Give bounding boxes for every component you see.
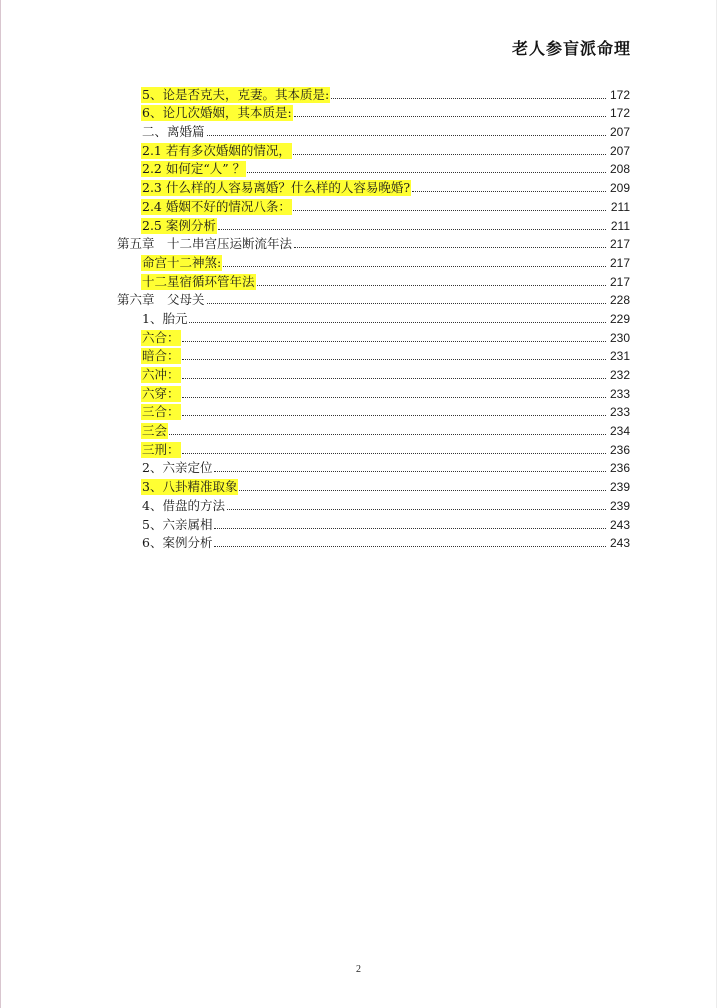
toc-entry-page-number: 236 [609, 461, 630, 476]
toc-entry-title: 6、案例分析 [142, 535, 213, 551]
toc-entry[interactable] [116, 308, 630, 327]
toc-entry[interactable] [116, 196, 630, 215]
toc-entry[interactable] [116, 514, 630, 533]
toc-entry[interactable] [116, 383, 630, 402]
toc-dot-leader [182, 397, 606, 398]
toc-entry-title: 二、离婚篇 [142, 124, 205, 140]
toc-dot-leader [182, 453, 606, 454]
toc-entry-page-number: 207 [609, 125, 630, 140]
toc-entry-title: 3、八卦精准取象 [142, 479, 238, 495]
toc-entry[interactable] [116, 290, 630, 309]
toc-entry-title: 三合： [142, 404, 180, 420]
toc-dot-leader [189, 322, 606, 323]
toc-entry[interactable] [116, 271, 630, 290]
toc-entry-page-number: 172 [609, 106, 630, 121]
toc-dot-leader [247, 172, 606, 173]
toc-dot-leader [294, 247, 606, 248]
toc-entry[interactable] [116, 364, 630, 383]
toc-entry-title: 三会 [142, 423, 168, 439]
toc-entry-title: 6、论几次婚姻，其本质是: [142, 105, 292, 121]
toc-entry-title: 命宫十二神煞: [142, 254, 222, 270]
toc-entry-page-number: 207 [609, 143, 630, 158]
toc-entry-title: 2.1 若有多次婚姻的情况， [142, 142, 291, 158]
toc-dot-leader [293, 154, 606, 155]
toc-entry-title: 六冲： [142, 367, 180, 382]
toc-entry-page-number: 217 [609, 274, 630, 289]
toc-entry-page-number: 233 [609, 405, 630, 420]
toc-entry[interactable] [116, 327, 630, 346]
toc-entry-title: 六合： [142, 329, 180, 345]
toc-dot-leader [182, 415, 606, 416]
toc-entry[interactable] [116, 533, 630, 552]
toc-dot-leader [214, 471, 606, 472]
toc-entry[interactable] [116, 159, 630, 178]
toc-entry[interactable] [116, 476, 630, 495]
toc-entry[interactable] [116, 84, 630, 103]
toc-entry-title: 5、六亲属相 [142, 516, 213, 532]
toc-dot-leader [293, 210, 606, 211]
toc-dot-leader [257, 285, 606, 286]
toc-dot-leader [169, 434, 606, 435]
toc-entry[interactable] [116, 121, 630, 140]
toc-entry[interactable] [116, 402, 630, 421]
toc-entry-title: 5、论是否克夫，克妻。其本质是: [142, 86, 330, 102]
toc-dot-leader [223, 266, 606, 267]
toc-entry[interactable] [116, 252, 630, 271]
toc-entry-page-number: 239 [609, 480, 630, 495]
toc-dot-leader [207, 135, 606, 136]
toc-entry[interactable] [116, 458, 630, 477]
toc-entry-page-number: 217 [609, 237, 630, 252]
toc-entry-title: 1、胎元 [142, 310, 188, 326]
toc-entry-page-number: 211 [610, 199, 630, 214]
toc-entry-title: 六穿： [142, 385, 180, 401]
toc-entry-page-number: 209 [609, 181, 630, 196]
toc-entry[interactable] [116, 103, 630, 122]
toc-entry-page-number: 232 [609, 368, 630, 382]
toc-entry-title: 2.2 如何定“人” ？ [142, 161, 246, 177]
toc-entry-page-number: 233 [609, 386, 630, 401]
toc-dot-leader [214, 528, 606, 529]
toc-entry-page-number: 231 [609, 349, 630, 364]
toc-entry[interactable] [116, 177, 630, 196]
toc-dot-leader [214, 546, 606, 547]
toc-entry-page-number: 208 [609, 162, 630, 177]
toc-entry-page-number: 234 [609, 424, 630, 439]
table-of-contents [116, 84, 630, 551]
toc-dot-leader [294, 116, 606, 117]
toc-entry-title: 三刑： [142, 441, 180, 457]
footer-page-number: 2 [356, 964, 361, 975]
toc-entry-title: 第六章 父母关 [117, 292, 205, 308]
toc-entry[interactable] [116, 420, 630, 439]
toc-dot-leader [412, 191, 606, 192]
toc-entry[interactable] [116, 439, 630, 458]
toc-entry-title: 十二星宿循环管年法 [142, 273, 255, 289]
toc-entry[interactable] [116, 234, 630, 253]
toc-entry-page-number: 229 [609, 311, 630, 326]
toc-entry-page-number: 217 [609, 255, 630, 270]
toc-entry[interactable] [116, 215, 630, 234]
toc-entry-page-number: 243 [609, 536, 630, 551]
toc-dot-leader [218, 229, 606, 230]
toc-entry[interactable] [116, 346, 630, 365]
toc-entry-title: 2.3 什么样的人容易离婚？什么样的人容易晚婚? [142, 180, 411, 196]
toc-entry-page-number: 239 [609, 498, 630, 513]
toc-dot-leader [182, 341, 606, 342]
toc-entry[interactable] [116, 140, 630, 159]
toc-entry-page-number: 172 [609, 87, 630, 102]
toc-dot-leader [182, 378, 606, 379]
toc-entry-title: 4、借盘的方法 [142, 497, 225, 513]
toc-entry-page-number: 230 [609, 330, 630, 345]
toc-entry-page-number: 211 [610, 218, 630, 233]
toc-dot-leader [227, 509, 606, 510]
toc-entry-page-number: 236 [609, 442, 630, 457]
toc-entry-title: 2、六亲定位 [142, 460, 213, 476]
toc-dot-leader [331, 98, 606, 99]
document-header-title: 老人参盲派命理 [511, 39, 631, 58]
toc-entry-title: 第五章 十二串宫压运断流年法 [117, 236, 293, 252]
toc-dot-leader [239, 490, 606, 491]
toc-entry-title: 2.4 婚姻不好的情况八条： [142, 198, 291, 214]
toc-entry-title: 2.5 案例分析 [142, 217, 216, 233]
toc-dot-leader [207, 303, 606, 304]
toc-entry-page-number: 228 [609, 293, 630, 308]
toc-entry[interactable] [116, 495, 630, 514]
toc-entry-title: 暗合： [142, 348, 180, 364]
toc-entry-page-number: 243 [609, 517, 630, 532]
toc-dot-leader [182, 359, 606, 360]
